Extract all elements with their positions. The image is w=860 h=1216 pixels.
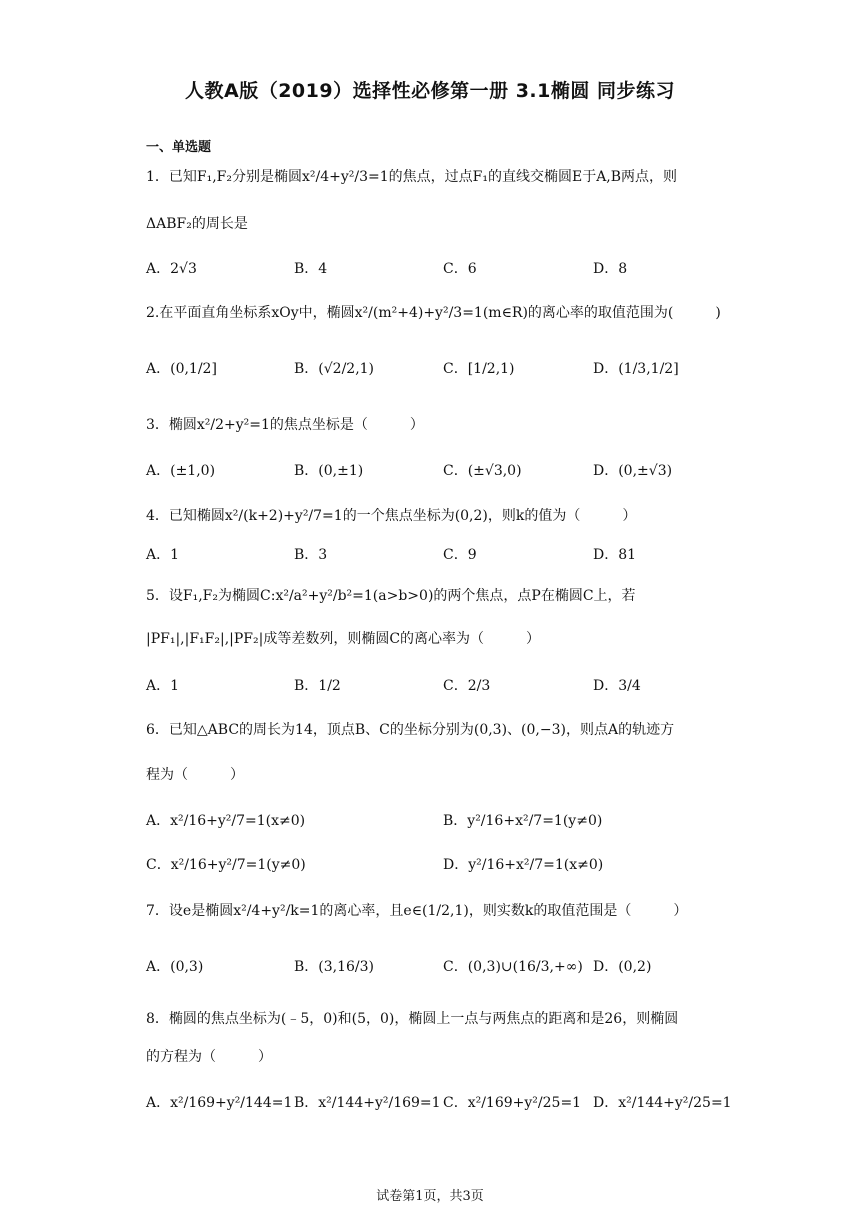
question-3-option-d: D．(0,±√3)	[593, 463, 673, 479]
question-6-line-1: 6．已知△ABC的周长为14，顶点B、C的坐标分别为(0,3)、(0,−3)，则点A的轨迹方	[146, 722, 675, 738]
question-2-option-a: A．(0,1/2]	[146, 361, 217, 377]
question-8-option-c: C．x²/169+y²/25=1	[443, 1095, 582, 1111]
question-8-line-1: 8．椭圆的焦点坐标为(﹣5，0)和(5，0)，椭圆上一点与两焦点的距离和是26，则椭圆	[146, 1011, 679, 1027]
question-5-option-c: C．2/3	[443, 678, 491, 694]
question-8-option-b: B．x²/144+y²/169=1	[294, 1095, 441, 1111]
question-2-option-d: D．(1/3,1/2]	[593, 361, 679, 377]
question-5-line-2: |PF₁|,|F₁F₂|,|PF₂|成等差数列，则椭圆C的离心率为（ ）	[146, 631, 541, 647]
question-7-option-d: D．(0,2)	[593, 959, 652, 975]
question-3-option-c: C．(±√3,0)	[443, 463, 522, 479]
question-1-line-2: ΔABF₂的周长是	[146, 216, 248, 232]
question-4-option-d: D．81	[593, 547, 637, 563]
question-8-option-a: A．x²/169+y²/144=1	[146, 1095, 293, 1111]
question-6-option-c: C．x²/16+y²/7=1(y≠0)	[146, 857, 306, 873]
question-5-option-d: D．3/4	[593, 678, 641, 694]
question-1-option-b: B．4	[294, 261, 328, 277]
question-7-option-b: B．(3,16/3)	[294, 959, 375, 975]
question-8-line-2: 的方程为（ ）	[146, 1049, 272, 1065]
question-2-line-1: 2.在平面直角坐标系xOy中，椭圆x²/(m²+4)+y²/3=1(m∈R)的离心率的取值范围为( )	[146, 305, 721, 321]
page-footer: 试卷第1页，共3页	[376, 1189, 484, 1204]
question-7-option-c: C．(0,3)∪(16/3,+∞)	[443, 959, 583, 975]
question-3-option-a: A．(±1,0)	[146, 463, 216, 479]
question-5-line-1: 5．设F₁,F₂为椭圆C:x²/a²+y²/b²=1(a>b>0)的两个焦点，点P在椭圆C上，若	[146, 588, 636, 604]
question-6-line-2: 程为（ ）	[146, 767, 244, 783]
question-2-option-c: C．[1/2,1)	[443, 361, 515, 377]
question-4-option-a: A．1	[146, 547, 180, 563]
question-5-option-b: B．1/2	[294, 678, 341, 694]
question-4-option-b: B．3	[294, 547, 328, 563]
question-6-option-a: A．x²/16+y²/7=1(x≠0)	[146, 813, 306, 829]
section-heading: 一、单选题	[146, 140, 212, 155]
question-8-option-d: D．x²/144+y²/25=1	[593, 1095, 732, 1111]
question-1-option-c: C．6	[443, 261, 477, 277]
question-4-option-c: C．9	[443, 547, 477, 563]
question-1-option-a: A．2√3	[146, 261, 197, 277]
question-5-option-a: A．1	[146, 678, 180, 694]
question-1-line-1: 1．已知F₁,F₂分别是椭圆x²/4+y²/3=1的焦点，过点F₁的直线交椭圆E于A,B两点，则	[146, 169, 678, 185]
question-3-line-1: 3．椭圆x²/2+y²=1的焦点坐标是（ ）	[146, 417, 424, 433]
question-7-line-1: 7．设e是椭圆x²/4+y²/k=1的离心率，且e∈(1/2,1)，则实数k的取值范围是（ ）	[146, 903, 688, 919]
question-2-option-b: B．(√2/2,1)	[294, 361, 375, 377]
question-6-option-d: D．y²/16+x²/7=1(x≠0)	[443, 857, 604, 873]
question-6-option-b: B．y²/16+x²/7=1(y≠0)	[443, 813, 603, 829]
page-title: 人教A版（2019）选择性必修第一册 3.1椭圆 同步练习	[185, 80, 675, 102]
question-4-line-1: 4．已知椭圆x²/(k+2)+y²/7=1的一个焦点坐标为(0,2)，则k的值为（ ）	[146, 508, 637, 524]
question-1-option-d: D．8	[593, 261, 628, 277]
question-3-option-b: B．(0,±1)	[294, 463, 364, 479]
question-7-option-a: A．(0,3)	[146, 959, 204, 975]
